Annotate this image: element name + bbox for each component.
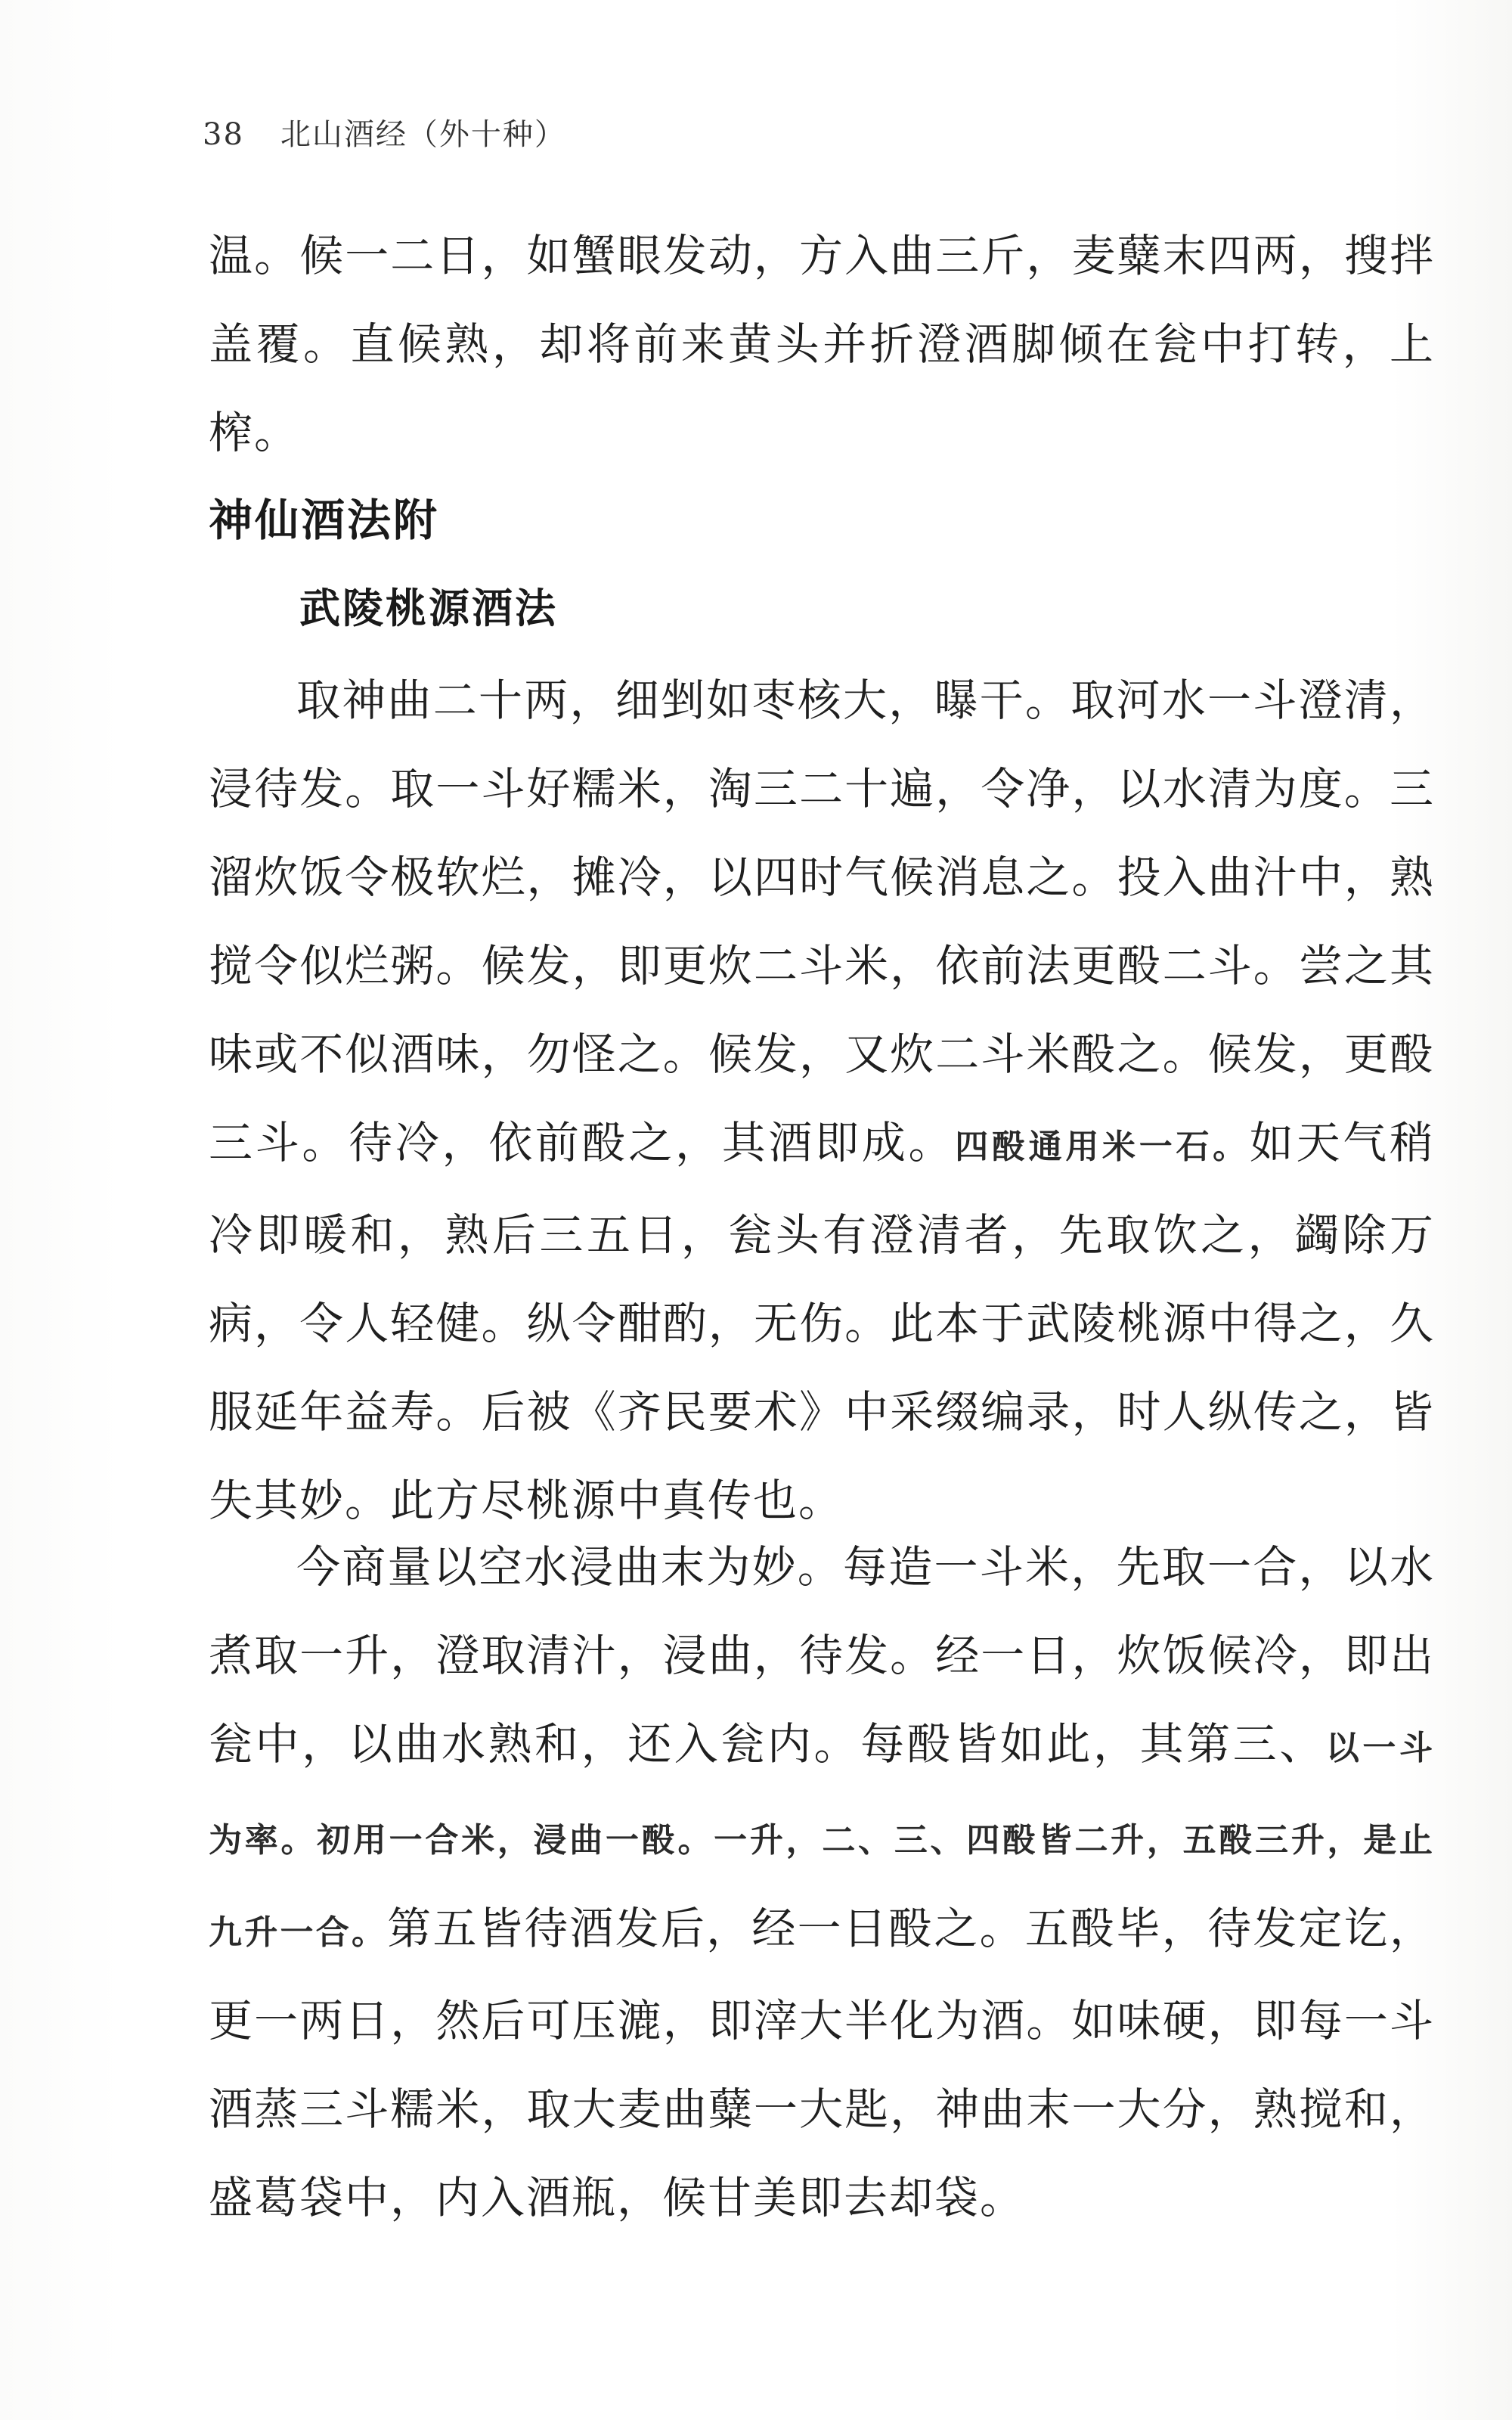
page-number: 38 [203,117,244,152]
subsection-heading: 武陵桃源酒法 [299,585,558,632]
recipe-paragraph [209,656,1435,1545]
commentary-paragraph [209,1523,1435,2242]
interlinear-note: 以一斗为率。初用一合米，浸曲一酘。一升，二、三、四酘皆二升，五酘三升，是止九升一合。 [209,1729,1435,1952]
paragraph-text: 取神曲二十两，细剉如枣核大，曝干。取河水一斗澄清，浸待发。取一斗好糯米，淘三二十遍，令净，以水清为度。三溜炊饭令极软烂，摊冷，以四时气候消息之。投入曲汁中，熟搅令似烂粥。候发，即更炊二斗米，依前法更酘二斗。尝之其味或不似酒味，勿怪之。候发，又炊二斗米酘之。候发，更酘三斗。待冷，依前酘之，其酒即成。 [209,675,1435,1168]
book-title: 北山酒经（外十种） [280,117,566,152]
paragraph-text: 如天气稍冷即暖和，熟后三五日，瓮头有澄清者，先取饮之，蠲除万病，令人轻健。纵令酣酌，无伤。此本于武陵桃源中得之，久服延年益寿。后被《齐民要术》中采缀编录，时人纵传之，皆失其妙。此方尽桃源中真传也。 [209,1117,1435,1526]
paragraph-text: 第五皆待酒发后，经一日酘之。五酘毕，待发定讫，更一两日，然后可压漉，即滓大半化为酒。如味硬，即每一斗酒蒸三斗糯米，取大麦曲糵一大匙，神曲末一大分，熟搅和，盛葛袋中，内入酒瓶，候甘美即去却袋。 [209,1903,1435,2223]
running-head [203,113,566,156]
section-heading: 神仙酒法附 [209,495,440,546]
interlinear-note: 四酘通用米一石。 [955,1128,1250,1166]
paragraph-text: 今商量以空水浸曲末为妙。每造一斗米，先取一合，以水煮取一升，澄取清汁，浸曲，待发。经一日，炊饭候冷，即出瓮中，以曲水熟和，还入瓮内。每酘皆如此，其第三、 [209,1541,1435,1770]
continuation-paragraph: 温。候一二日，如蟹眼发动，方入曲三斤，麦糵末四两，搜拌盖覆。直候熟，却将前来黄头并折澄酒脚倾在瓮中打转，上榨。 [209,230,1435,458]
